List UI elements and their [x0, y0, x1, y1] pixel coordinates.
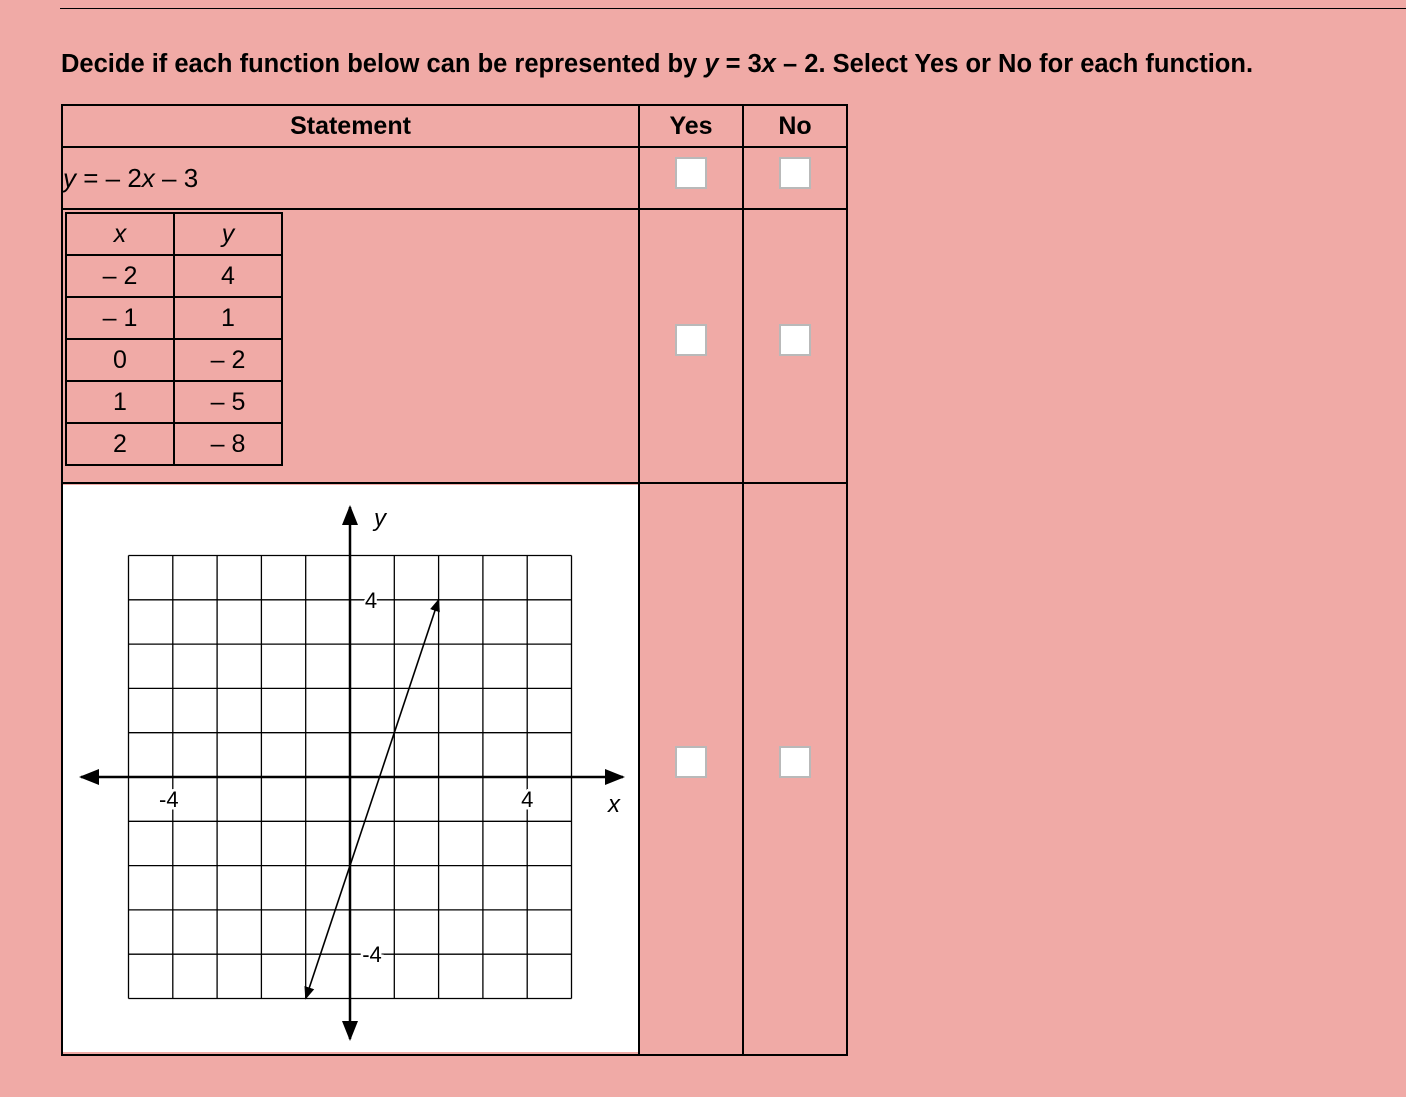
row1-no-checkbox[interactable]	[779, 157, 811, 189]
header-no: No	[743, 105, 847, 147]
xy-row	[66, 423, 282, 465]
instructions-text-1: Decide if each function below can be represented by	[61, 50, 705, 78]
row2-yes-cell	[639, 209, 743, 483]
graph-statement	[62, 483, 639, 1055]
instructions-text-3: – 2. Select Yes or No for each function.	[775, 50, 1254, 78]
x-tick-label-neg4: -4	[159, 787, 179, 812]
question-table	[61, 104, 848, 1056]
instructions	[61, 50, 1253, 79]
eq-text-mid: = – 2	[76, 162, 142, 193]
eq-var-x: x	[141, 162, 155, 193]
instructions-var-y: y	[704, 50, 719, 78]
y-tick-label-neg4: -4	[362, 942, 382, 968]
row1-no-cell	[743, 147, 847, 209]
row1-yes-cell	[639, 147, 743, 209]
xy-cell-y: – 8	[174, 423, 282, 465]
xy-cell-x: 0	[66, 339, 174, 381]
x-axis-label: x	[608, 791, 620, 818]
equation-statement	[62, 147, 639, 209]
xy-row	[66, 339, 282, 381]
header-statement: Statement	[62, 105, 639, 147]
xy-header-y	[174, 213, 282, 255]
coordinate-graph	[63, 485, 638, 1052]
row3-no-cell	[743, 483, 847, 1055]
xy-cell-y: 1	[174, 297, 282, 339]
xy-cell-x: 1	[66, 381, 174, 423]
header-row	[62, 105, 847, 147]
y-tick-label-4: 4	[364, 587, 378, 613]
xy-row	[66, 381, 282, 423]
xy-cell-y: 4	[174, 255, 282, 297]
statement-row-equation	[62, 147, 847, 209]
row2-no-checkbox[interactable]	[779, 324, 811, 356]
eq-text-end: – 3	[154, 162, 199, 193]
xy-cell-y: – 5	[174, 381, 282, 423]
row3-no-checkbox[interactable]	[779, 746, 811, 778]
row2-no-cell	[743, 209, 847, 483]
xy-cell-x: – 2	[66, 255, 174, 297]
xy-header-row	[66, 213, 282, 255]
graph-panel	[63, 485, 638, 1052]
y-axis-label: y	[374, 505, 386, 532]
top-divider	[60, 8, 1406, 9]
row3-yes-checkbox[interactable]	[675, 746, 707, 778]
statement-row-graph	[62, 483, 847, 1055]
row2-yes-checkbox[interactable]	[675, 324, 707, 356]
instructions-text-2: = 3	[718, 50, 762, 78]
xy-row	[66, 255, 282, 297]
xy-header-x	[66, 213, 174, 255]
instructions-var-x: x	[761, 50, 776, 78]
xy-header-y-label: y	[221, 219, 235, 248]
xy-table-statement	[62, 209, 639, 483]
xy-cell-x: 2	[66, 423, 174, 465]
xy-header-x-label: x	[113, 219, 127, 248]
function-line	[306, 600, 439, 999]
row3-yes-cell	[639, 483, 743, 1055]
xy-row	[66, 297, 282, 339]
eq-var-y: y	[63, 162, 76, 193]
x-tick-label-4: 4	[521, 787, 534, 812]
xy-cell-x: – 1	[66, 297, 174, 339]
row1-yes-checkbox[interactable]	[675, 157, 707, 189]
header-yes: Yes	[639, 105, 743, 147]
xy-table	[65, 212, 283, 466]
statement-row-table	[62, 209, 847, 483]
xy-cell-y: – 2	[174, 339, 282, 381]
